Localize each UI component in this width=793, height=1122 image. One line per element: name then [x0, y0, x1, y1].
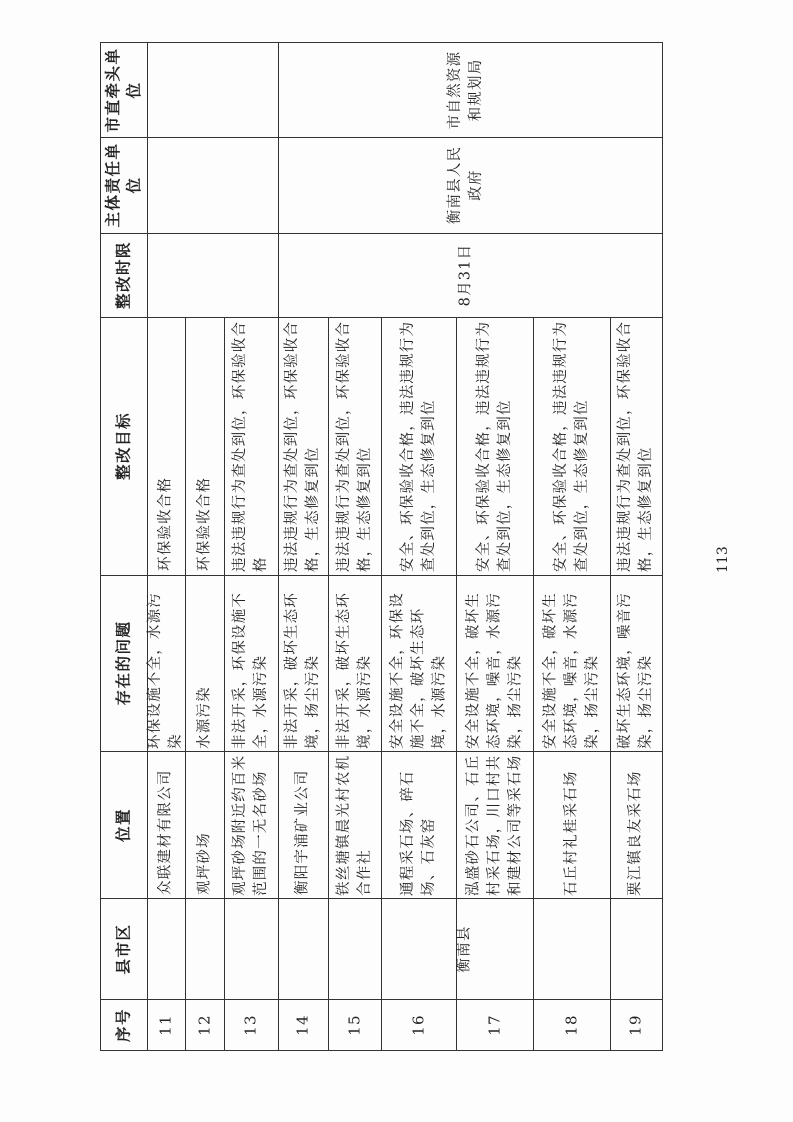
lead-cell: 市自然资源和规划局	[447, 50, 484, 130]
row-location: 铁丝塘镇晨光村农机合作社	[335, 754, 373, 896]
row-problem: 安全设施不全，破坏生态环境，噪音，水源污染，扬尘污染	[542, 592, 600, 749]
responsible-cell: 衡南县人民政府	[447, 145, 484, 225]
col-divider	[101, 137, 662, 138]
row-goal: 安全、环保验收合格，违法违规行为查处到位，生态修复到位	[552, 320, 590, 572]
row-problem: 安全设施不全，破坏生态环境，噪音，水源污染，扬尘污染	[465, 592, 523, 749]
header-county: 县市区	[114, 923, 133, 975]
header-lead: 市直牵头单位	[104, 47, 143, 133]
row-goal: 环保验收合格	[157, 476, 174, 571]
county-cell: 衡南县	[456, 924, 472, 973]
header-goal: 整改目标	[114, 412, 133, 481]
header-location: 位置	[114, 807, 133, 842]
header-seq: 序号	[114, 1007, 133, 1042]
row-location: 通程采石场、碎石场、石灰窑	[399, 769, 437, 896]
col-divider	[101, 233, 662, 234]
row-seq: 19	[626, 1013, 645, 1036]
row-seq: 18	[562, 1013, 580, 1036]
row-problem: 环保设施不全，水源污染	[147, 592, 184, 749]
row-goal: 违法违规行为查处到位，环保验收合格	[232, 320, 269, 572]
row-problem: 破坏生态环境，噪音污染，扬尘污染	[617, 592, 654, 749]
row-goal: 安全、环保验收合格，违法违规行为查处到位，生态修复到位	[475, 320, 513, 572]
row-seq: 11	[156, 1013, 175, 1036]
row-problem: 安全设施不全，环保设施不全，破坏生态环境，水源污染	[389, 592, 447, 749]
row-location: 石丘村礼桂采石场	[563, 769, 579, 896]
row-problem: 水源污染	[196, 686, 212, 749]
row-goal: 违法违规行为查处到位，环保验收合格，生态修复到位	[284, 320, 321, 572]
row-problem: 非法开采，破坏生态环境，扬尘污染	[284, 592, 321, 749]
row-seq: 17	[485, 1013, 503, 1036]
row-seq: 12	[195, 1013, 213, 1036]
header-responsible: 主体责任单位	[104, 142, 143, 228]
row-seq: 14	[293, 1013, 312, 1036]
row-problem: 非法开采，破坏生态环境，水源污染	[335, 592, 373, 749]
deadline-cell: 8月31日	[457, 243, 474, 307]
row-seq: 16	[409, 1013, 427, 1036]
row-location: 观坪砂场附近约百米范围的一无名砂场	[232, 754, 269, 896]
row-goal: 违法违规行为查处到位，环保验收合格，生态修复到位	[617, 320, 654, 572]
row-location: 观坪砂场	[196, 831, 212, 895]
row-problem: 非法开采，环保设施不全，水源污染	[232, 592, 269, 749]
row-goal: 违法违规行为查处到位，环保验收合格，生态修复到位	[335, 320, 373, 572]
rectification-table	[100, 42, 663, 1051]
header-problem: 存在的问题	[114, 620, 133, 706]
row-seq: 15	[345, 1013, 363, 1036]
row-goal: 环保验收合格	[196, 476, 212, 571]
row-seq: 13	[241, 1013, 260, 1036]
page-number: 113	[715, 546, 731, 573]
row-location: 众联建材有限公司	[157, 768, 174, 895]
row-location: 栗江镇良友采石场	[627, 769, 644, 896]
row-location: 泓盛砂石公司、石丘村采石场，川口村共和建材公司等采石场	[465, 754, 523, 896]
row-location: 衡阳宇浦矿业公司	[294, 768, 311, 895]
row-goal: 安全、环保验收合格，违法违规行为查处到位，生态修复到位	[399, 320, 437, 572]
header-deadline: 整改时限	[114, 241, 133, 310]
